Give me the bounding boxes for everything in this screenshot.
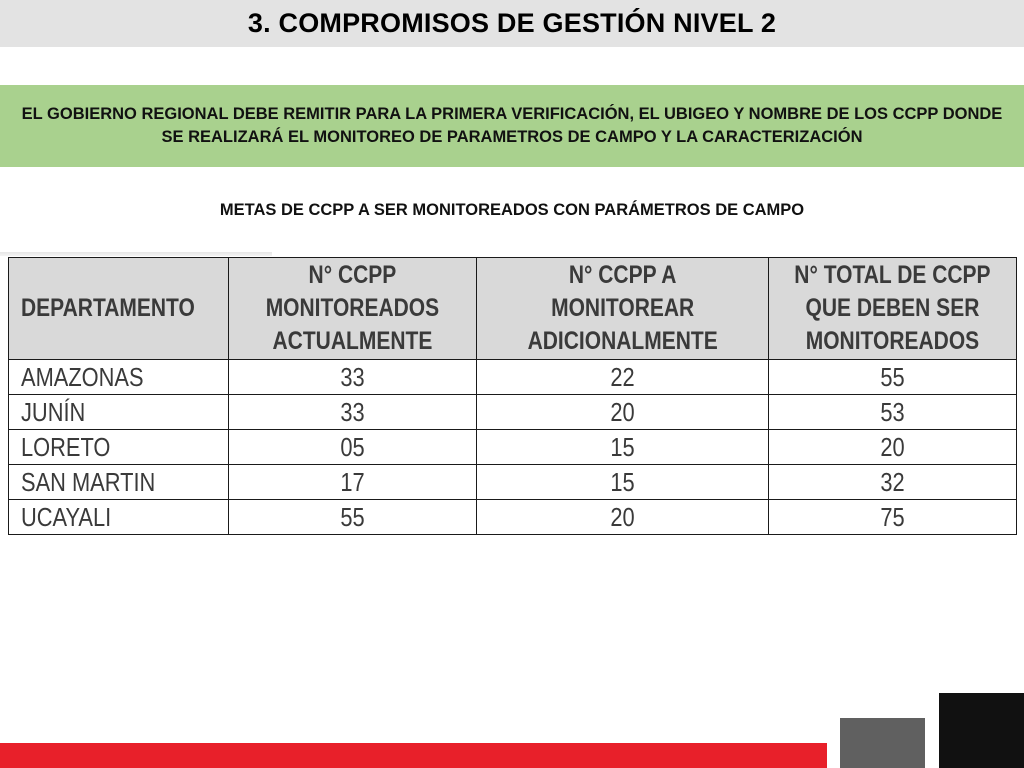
table-row — [9, 430, 1017, 465]
metas-table — [8, 257, 1017, 535]
cell-total: 53 — [769, 395, 1017, 430]
cell-total: 20 — [769, 430, 1017, 465]
cell-departamento: SAN MARTIN — [9, 465, 229, 500]
table-header-row — [9, 258, 1017, 360]
header-departamento: DEPARTAMENTO — [9, 258, 229, 360]
title-bar — [0, 0, 1024, 47]
footer-black-block — [939, 693, 1024, 768]
cell-adicional: 15 — [476, 465, 768, 500]
footer-red-bar — [0, 743, 827, 768]
cell-departamento: UCAYALI — [9, 500, 229, 535]
cell-actual: 33 — [228, 360, 476, 395]
cell-departamento: JUNÍN — [9, 395, 229, 430]
cell-departamento: LORETO — [9, 430, 229, 465]
cell-adicional: 15 — [476, 430, 768, 465]
cell-actual: 17 — [228, 465, 476, 500]
cell-adicional: 20 — [476, 500, 768, 535]
cell-total: 32 — [769, 465, 1017, 500]
notice-text: EL GOBIERNO REGIONAL DEBE REMITIR PARA LA PRIMERA VERIFICACIÓN, EL UBIGEO Y NOMBRE DE LOS CCPP DONDE SE REALIZARÁ EL MONITOREO DE PARAMETROS DE CAMPO Y LA CARACTERIZACIÓN — [21, 105, 1003, 146]
cell-adicional: 22 — [476, 360, 768, 395]
cell-departamento: AMAZONAS — [9, 360, 229, 395]
table-row — [9, 465, 1017, 500]
divider-line — [0, 252, 272, 256]
header-monitorear-adicionalmente: N° CCPP A MONITOREAR ADICIONALMENTE — [476, 258, 768, 360]
cell-adicional: 20 — [476, 395, 768, 430]
cell-total: 75 — [769, 500, 1017, 535]
cell-actual: 05 — [228, 430, 476, 465]
table-row — [9, 395, 1017, 430]
table-subtitle: METAS DE CCPP A SER MONITOREADOS CON PARÁMETROS DE CAMPO — [219, 201, 805, 219]
cell-total: 55 — [769, 360, 1017, 395]
notice-banner — [0, 85, 1024, 167]
table-row — [9, 500, 1017, 535]
footer-gray-block — [840, 718, 925, 768]
header-total-ccpp: N° TOTAL DE CCPP QUE DEBEN SER MONITOREADOS — [769, 258, 1017, 360]
cell-actual: 55 — [228, 500, 476, 535]
cell-actual: 33 — [228, 395, 476, 430]
header-monitoreados-actualmente: N° CCPP MONITOREADOS ACTUALMENTE — [228, 258, 476, 360]
slide-title: 3. COMPROMISOS DE GESTIÓN NIVEL 2 — [247, 8, 777, 38]
table-row — [9, 360, 1017, 395]
